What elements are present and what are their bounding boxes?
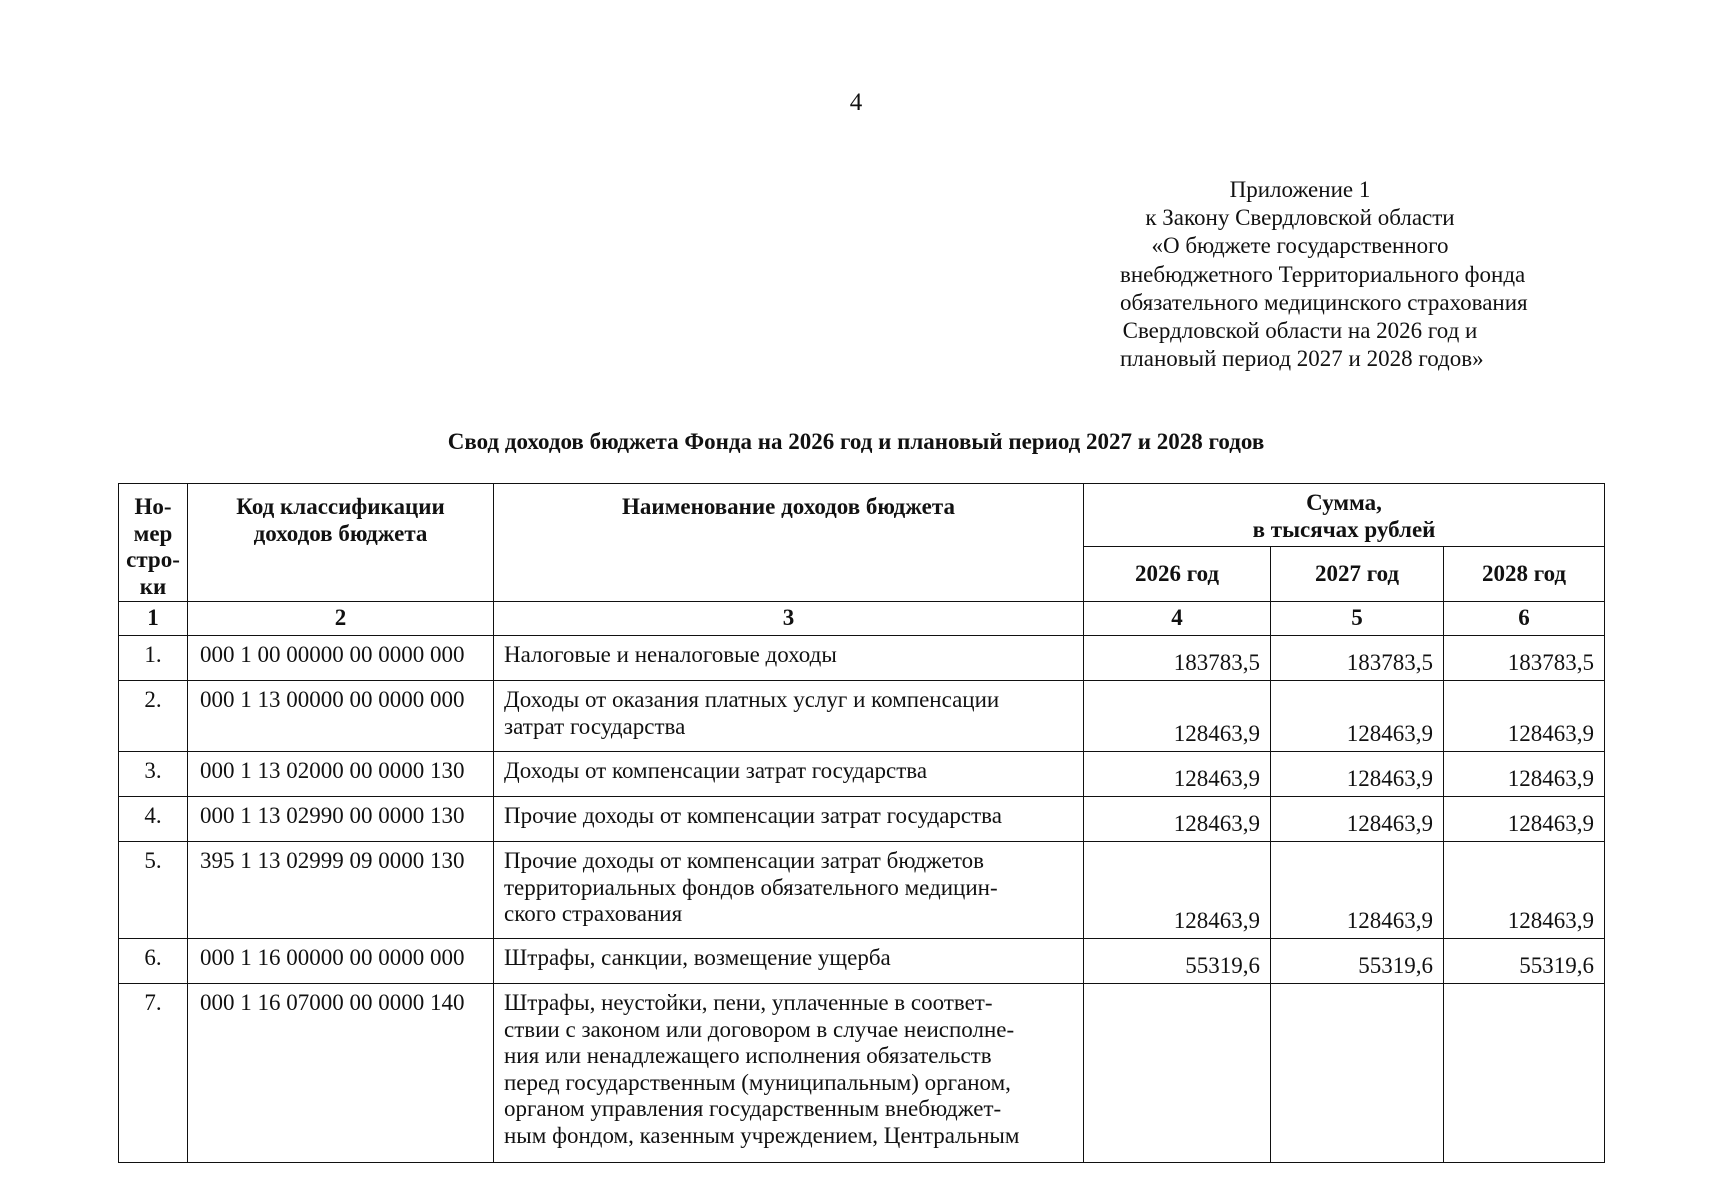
row-value-2028: 128463,9 — [1444, 842, 1605, 939]
column-number: 5 — [1271, 602, 1444, 636]
row-value-2027: 183783,5 — [1271, 636, 1444, 681]
column-number: 6 — [1444, 602, 1605, 636]
row-name: Прочие доходы от компенсации затрат бюджетов территориальных фондов обязательного медицин- ского страхования — [494, 842, 1084, 939]
row-number: 3. — [119, 752, 188, 797]
row-number: 2. — [119, 681, 188, 752]
row-code: 395 1 13 02999 09 0000 130 — [188, 842, 494, 939]
row-value-2027: 128463,9 — [1271, 752, 1444, 797]
row-value-2028: 128463,9 — [1444, 681, 1605, 752]
row-value-2026: 55319,6 — [1084, 939, 1271, 984]
row-value-2026: 183783,5 — [1084, 636, 1271, 681]
table-row — [119, 636, 1605, 681]
row-code: 000 1 13 02990 00 0000 130 — [188, 797, 494, 842]
column-numbers-row — [119, 602, 1605, 636]
appendix-line: внебюджетного Территориального фонда — [1120, 261, 1526, 287]
row-name: Штрафы, неустойки, пени, уплаченные в соответ- ствии с законом или договором в случае неисполне- ния или ненадлежащего исполнения обязательств перед государственным (муниципальным) органом, органом управления государственным внебюджет- ным фондом, казенным учреждением, Центральным — [494, 984, 1084, 1163]
appendix-line: Свердловской области на 2026 год и — [1122, 318, 1478, 344]
row-name: Штрафы, санкции, возмещение ущерба — [494, 939, 1084, 984]
row-value-2027: 128463,9 — [1271, 797, 1444, 842]
appendix-note — [1120, 176, 1528, 373]
row-value-2028: 128463,9 — [1444, 797, 1605, 842]
header-year-2026: 2026 год — [1084, 547, 1271, 602]
row-value-2027: 55319,6 — [1271, 939, 1444, 984]
row-number: 4. — [119, 797, 188, 842]
row-value-2028: 128463,9 — [1444, 752, 1605, 797]
row-number: 5. — [119, 842, 188, 939]
header-label: Наименование доходов бюджета — [622, 494, 955, 519]
document-title: Свод доходов бюджета Фонда на 2026 год и плановый период 2027 и 2028 годов — [447, 429, 1265, 454]
row-name: Доходы от оказания платных услуг и компенсации затрат государства — [494, 681, 1084, 752]
row-value-2027: 128463,9 — [1271, 842, 1444, 939]
header-year-2027: 2027 год — [1271, 547, 1444, 602]
row-code: 000 1 16 00000 00 0000 000 — [188, 939, 494, 984]
table-row — [119, 939, 1605, 984]
column-number: 3 — [494, 602, 1084, 636]
header-row-number — [119, 484, 188, 602]
row-name: Доходы от компенсации затрат государства — [494, 752, 1084, 797]
appendix-line: «О бюджете государственного — [1151, 233, 1449, 259]
row-code: 000 1 13 02000 00 0000 130 — [188, 752, 494, 797]
row-value-2026: 128463,9 — [1084, 797, 1271, 842]
header-code — [188, 484, 494, 602]
row-value-2026 — [1084, 984, 1271, 1163]
header-label: Код классификации доходов бюджета — [236, 494, 445, 546]
header-row — [119, 484, 1605, 547]
appendix-line: плановый период 2027 и 2028 годов» — [1120, 346, 1484, 372]
appendix-line: Приложение 1 — [1229, 177, 1371, 202]
row-name: Налоговые и неналоговые доходы — [494, 636, 1084, 681]
row-value-2028 — [1444, 984, 1605, 1163]
row-value-2027 — [1271, 984, 1444, 1163]
header-label: Но- мер стро- ки — [126, 494, 180, 599]
column-number: 2 — [188, 602, 494, 636]
page-number: 4 — [849, 89, 863, 116]
header-year-2028: 2028 год — [1444, 547, 1605, 602]
row-value-2026: 128463,9 — [1084, 842, 1271, 939]
row-value-2027: 128463,9 — [1271, 681, 1444, 752]
table-row — [119, 752, 1605, 797]
row-number: 6. — [119, 939, 188, 984]
row-number: 1. — [119, 636, 188, 681]
row-value-2028: 183783,5 — [1444, 636, 1605, 681]
table-row — [119, 797, 1605, 842]
header-sum — [1084, 484, 1605, 547]
appendix-line: к Закону Свердловской области — [1145, 205, 1455, 231]
header-name — [494, 484, 1084, 602]
header-label: Сумма, в тысячах рублей — [1252, 490, 1436, 542]
row-number: 7. — [119, 984, 188, 1163]
row-value-2026: 128463,9 — [1084, 681, 1271, 752]
table-row — [119, 681, 1605, 752]
column-number: 1 — [119, 602, 188, 636]
row-value-2028: 55319,6 — [1444, 939, 1605, 984]
appendix-line: обязательного медицинского страхования — [1120, 289, 1528, 315]
row-code: 000 1 16 07000 00 0000 140 — [188, 984, 494, 1163]
table-row — [119, 984, 1605, 1163]
row-value-2026: 128463,9 — [1084, 752, 1271, 797]
table-row — [119, 842, 1605, 939]
row-code: 000 1 13 00000 00 0000 000 — [188, 681, 494, 752]
row-name: Прочие доходы от компенсации затрат государства — [494, 797, 1084, 842]
column-number: 4 — [1084, 602, 1271, 636]
income-table — [118, 483, 1605, 1163]
row-code: 000 1 00 00000 00 0000 000 — [188, 636, 494, 681]
